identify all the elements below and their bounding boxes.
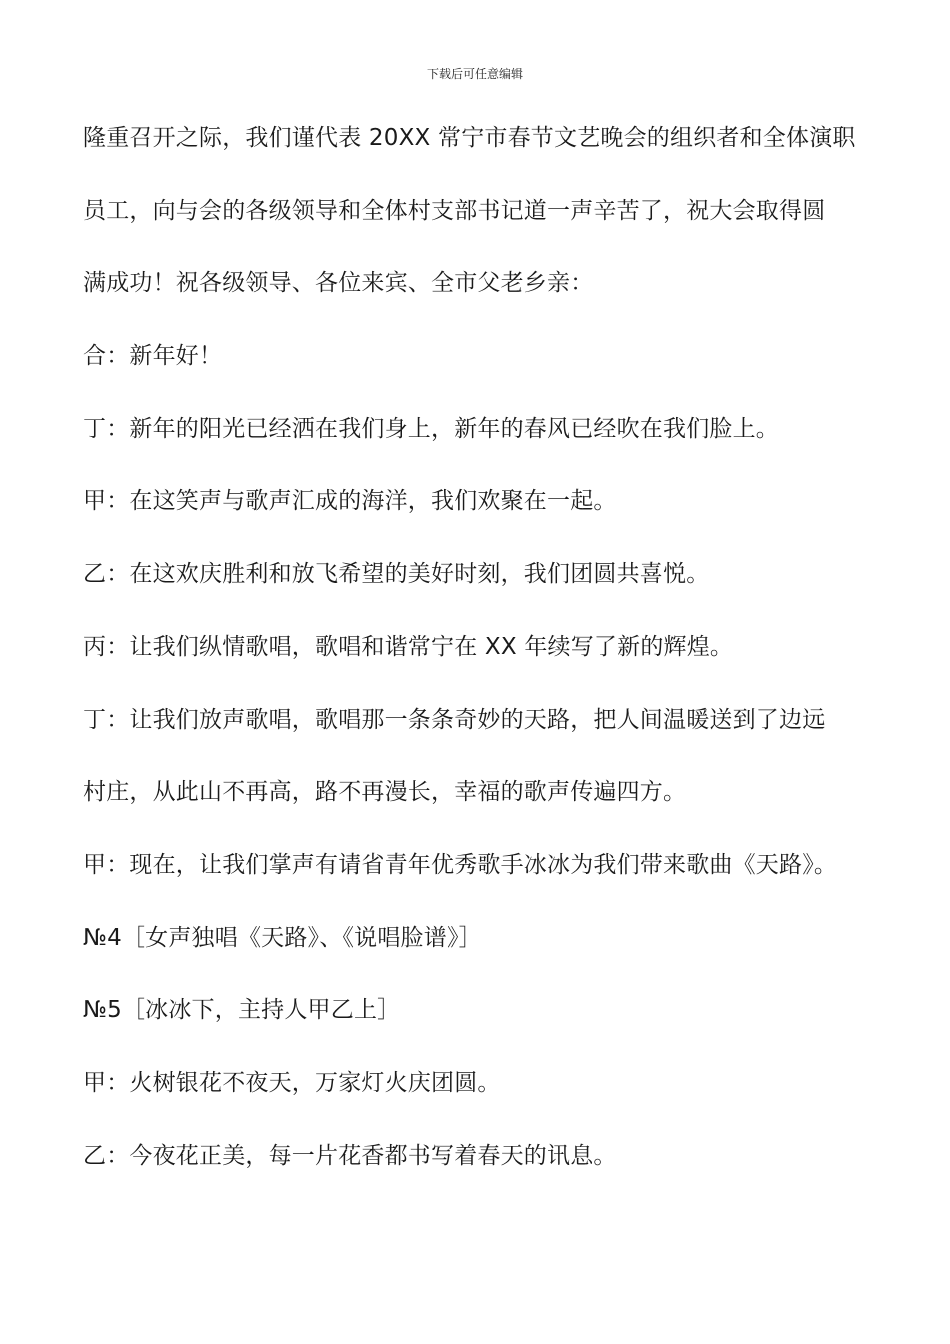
text-line: 乙：今夜花正美，每一片花香都书写着春天的讯息。 [83, 1142, 617, 1169]
text-line: 合：新年好！ [83, 343, 223, 370]
text-line: 乙：在这欢庆胜利和放飞希望的美好时刻，我们团圆共喜悦。 [83, 561, 710, 588]
page-header-note: 下载后可任意编辑 [426, 67, 523, 81]
text-line: 隆重召开之际，我们谨代表 20XX 常宁市春节文艺晚会的组织者和全体演职 [83, 125, 856, 151]
document-body [83, 116, 883, 1206]
text-line: 村庄，从此山不再高，路不再漫长，幸福的歌声传遍四方。 [83, 779, 687, 806]
text-line: 丁：新年的阳光已经洒在我们身上，新年的春风已经吹在我们脸上。 [83, 415, 779, 442]
text-line: 满成功！祝各级领导、各位来宾、全市父老乡亲： [83, 270, 594, 297]
text-line: 员工，向与会的各级领导和全体村支部书记道一声辛苦了，祝大会取得圆 [83, 197, 826, 224]
text-line: 甲：火树银花不夜天，万家灯火庆团圆。 [83, 1069, 501, 1096]
text-line: 甲：在这笑声与歌声汇成的海洋，我们欢聚在一起。 [83, 488, 617, 515]
text-line: 丁：让我们放声歌唱，歌唱那一条条奇妙的天路，把人间温暖送到了边远 [83, 706, 826, 733]
text-line: 甲：现在，让我们掌声有请省青年优秀歌手冰冰为我们带来歌曲《天路》。 [83, 851, 838, 878]
text-line: №4［女声独唱《天路》、《说唱脸谱》］ [83, 924, 482, 951]
text-line: №5［冰冰下，主持人甲乙上］ [83, 997, 401, 1024]
text-line: 丙：让我们纵情歌唱，歌唱和谐常宁在 XX 年续写了新的辉煌。 [83, 633, 734, 660]
